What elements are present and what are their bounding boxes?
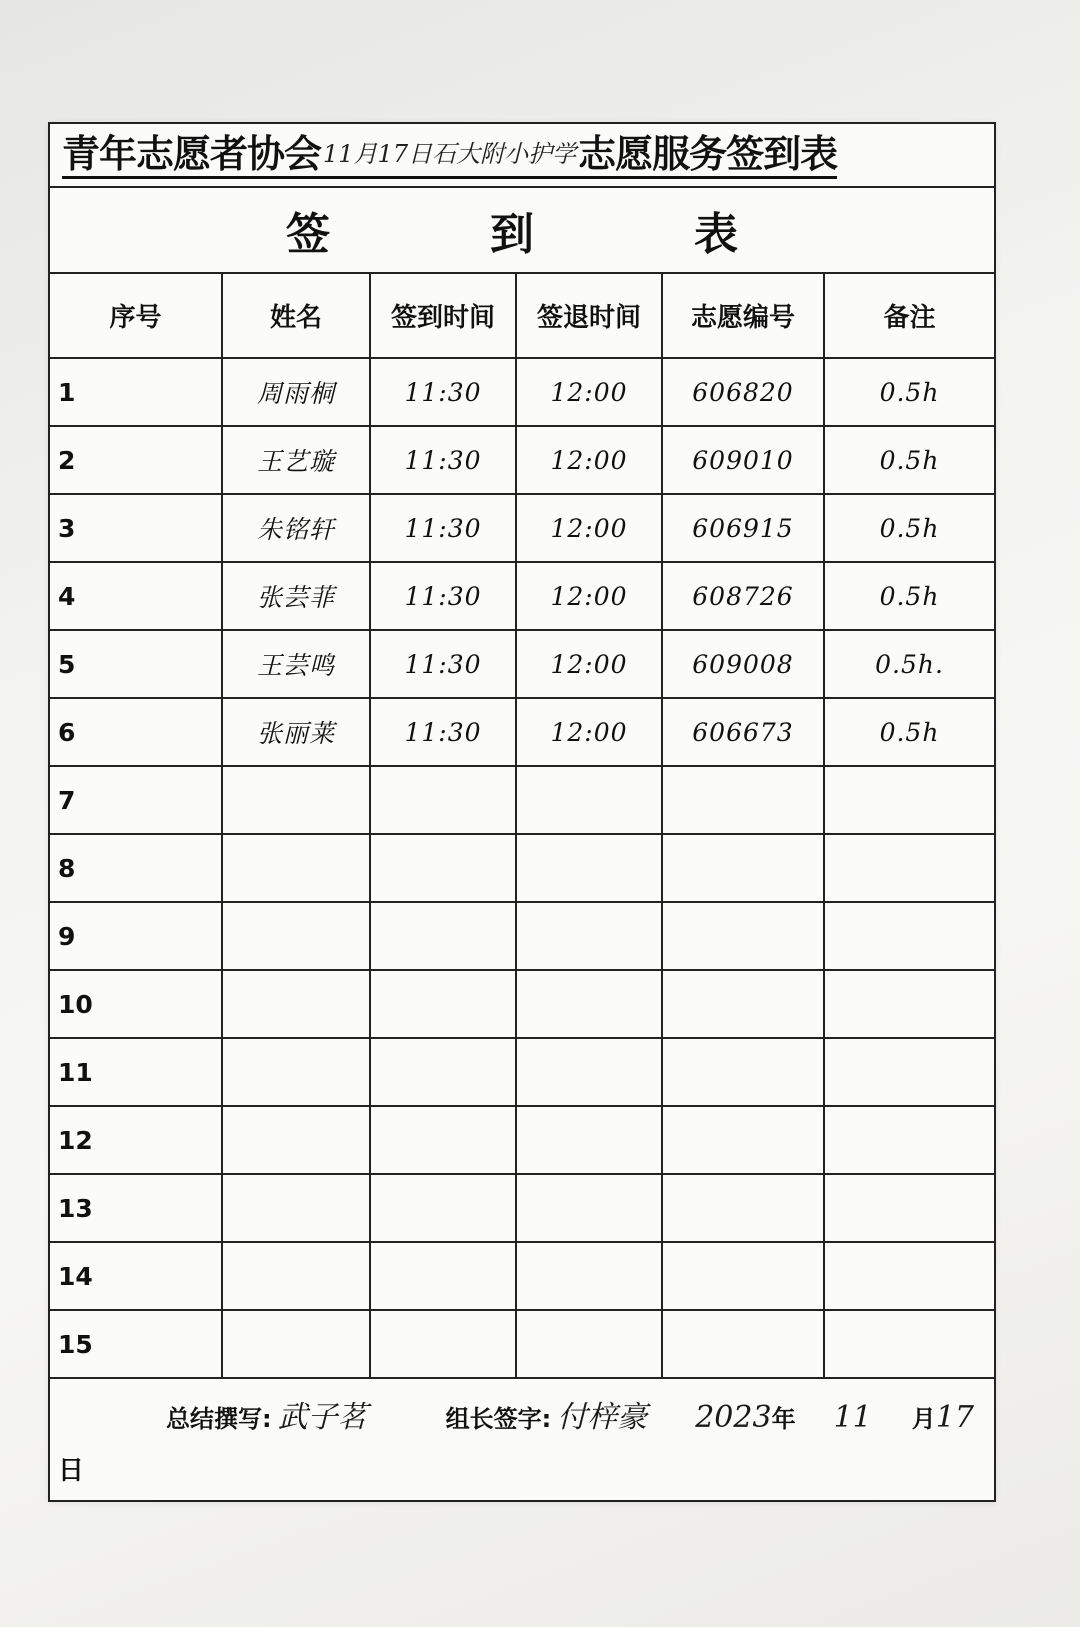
table-row — [50, 630, 994, 698]
date-year-unit: 年 — [771, 1405, 796, 1433]
sign-in-table — [50, 274, 994, 1379]
cell-sign-out-time: 12:00 — [516, 630, 662, 698]
cell-sign-out-time: 12:00 — [516, 698, 662, 766]
cell-row-number: 8 — [50, 834, 222, 902]
cell-volunteer-id — [662, 1310, 824, 1378]
cell-name — [222, 1038, 370, 1106]
summary-writer-name: 武子茗 — [277, 1400, 368, 1435]
cell-name — [222, 902, 370, 970]
cell-remarks — [824, 1106, 994, 1174]
cell-name: 张芸菲 — [222, 562, 370, 630]
cell-sign-out-time: 12:00 — [516, 358, 662, 426]
footer-signature-line — [166, 1392, 974, 1436]
date-day: 17 — [935, 1400, 974, 1435]
cell-remarks: 0.5h — [824, 494, 994, 562]
cell-row-number: 7 — [50, 766, 222, 834]
date-month: 11 — [833, 1400, 872, 1435]
cell-sign-in-time — [370, 834, 516, 902]
cell-sign-out-time — [516, 766, 662, 834]
cell-volunteer-id — [662, 834, 824, 902]
cell-name: 王艺璇 — [222, 426, 370, 494]
header-cell-sign-in-time: 签到时间 — [370, 274, 516, 358]
cell-volunteer-id — [662, 1038, 824, 1106]
cell-remarks: 0.5h — [824, 426, 994, 494]
cell-volunteer-id — [662, 1242, 824, 1310]
table-row — [50, 1174, 994, 1242]
cell-row-number: 15 — [50, 1310, 222, 1378]
title-org: 青年志愿者协会 — [62, 132, 321, 179]
cell-row-number: 13 — [50, 1174, 222, 1242]
cell-name — [222, 970, 370, 1038]
footer — [50, 1376, 994, 1500]
cell-sign-in-time — [370, 902, 516, 970]
cell-volunteer-id — [662, 902, 824, 970]
table-row — [50, 1242, 994, 1310]
subtitle-row — [50, 188, 994, 274]
cell-name: 张丽莱 — [222, 698, 370, 766]
cell-volunteer-id — [662, 766, 824, 834]
header-cell-no: 序号 — [50, 274, 222, 358]
table-row — [50, 1106, 994, 1174]
cell-row-number: 11 — [50, 1038, 222, 1106]
leader-signature-label: 组长签字: — [445, 1405, 552, 1433]
cell-remarks: 0.5h — [824, 358, 994, 426]
cell-remarks — [824, 970, 994, 1038]
cell-sign-out-time — [516, 970, 662, 1038]
cell-sign-out-time: 12:00 — [516, 562, 662, 630]
date-day-unit: 日 — [58, 1456, 85, 1486]
cell-row-number: 14 — [50, 1242, 222, 1310]
cell-volunteer-id — [662, 1174, 824, 1242]
title-row — [50, 124, 994, 188]
subtitle: 签到表 — [286, 209, 898, 260]
cell-sign-in-time — [370, 766, 516, 834]
cell-sign-out-time — [516, 1174, 662, 1242]
table-header-row — [50, 274, 994, 358]
cell-sign-in-time: 11:30 — [370, 698, 516, 766]
cell-volunteer-id: 606915 — [662, 494, 824, 562]
table-row — [50, 358, 994, 426]
cell-name: 周雨桐 — [222, 358, 370, 426]
cell-row-number: 6 — [50, 698, 222, 766]
cell-remarks — [824, 1174, 994, 1242]
cell-volunteer-id — [662, 970, 824, 1038]
cell-sign-in-time: 11:30 — [370, 426, 516, 494]
cell-sign-in-time — [370, 970, 516, 1038]
cell-row-number: 12 — [50, 1106, 222, 1174]
cell-sign-in-time: 11:30 — [370, 562, 516, 630]
summary-writer-label: 总结撰写: — [166, 1405, 272, 1433]
header-cell-name: 姓名 — [222, 274, 370, 358]
cell-sign-out-time: 12:00 — [516, 426, 662, 494]
table-row — [50, 494, 994, 562]
cell-sign-in-time — [370, 1038, 516, 1106]
cell-sign-out-time: 12:00 — [516, 494, 662, 562]
table-row — [50, 970, 994, 1038]
cell-row-number: 9 — [50, 902, 222, 970]
date-year: 2023 — [695, 1400, 772, 1435]
cell-name — [222, 1242, 370, 1310]
table-row — [50, 562, 994, 630]
cell-row-number: 10 — [50, 970, 222, 1038]
cell-row-number: 5 — [50, 630, 222, 698]
cell-remarks — [824, 834, 994, 902]
cell-sign-in-time: 11:30 — [370, 494, 516, 562]
cell-volunteer-id: 609008 — [662, 630, 824, 698]
cell-volunteer-id: 609010 — [662, 426, 824, 494]
cell-sign-out-time — [516, 1106, 662, 1174]
table-row — [50, 1038, 994, 1106]
cell-row-number: 1 — [50, 358, 222, 426]
cell-name — [222, 1106, 370, 1174]
cell-sign-out-time — [516, 1310, 662, 1378]
cell-sign-in-time — [370, 1174, 516, 1242]
cell-name — [222, 834, 370, 902]
cell-sign-in-time — [370, 1106, 516, 1174]
cell-sign-out-time — [516, 1242, 662, 1310]
cell-remarks — [824, 1242, 994, 1310]
cell-name — [222, 1310, 370, 1378]
cell-name — [222, 1174, 370, 1242]
table-row — [50, 902, 994, 970]
cell-row-number: 4 — [50, 562, 222, 630]
cell-sign-out-time — [516, 1038, 662, 1106]
cell-volunteer-id: 608726 — [662, 562, 824, 630]
cell-volunteer-id: 606820 — [662, 358, 824, 426]
table-row — [50, 766, 994, 834]
cell-volunteer-id: 606673 — [662, 698, 824, 766]
cell-name — [222, 766, 370, 834]
cell-remarks: 0.5h — [824, 698, 994, 766]
cell-volunteer-id — [662, 1106, 824, 1174]
cell-name: 朱铭轩 — [222, 494, 370, 562]
cell-remarks: 0.5h. — [824, 630, 994, 698]
header-cell-sign-out-time: 签退时间 — [516, 274, 662, 358]
cell-sign-in-time: 11:30 — [370, 358, 516, 426]
leader-signature-name: 付梓豪 — [557, 1400, 648, 1435]
cell-sign-in-time — [370, 1242, 516, 1310]
table-row — [50, 698, 994, 766]
cell-remarks — [824, 766, 994, 834]
header-cell-remarks: 备注 — [824, 274, 994, 358]
table-row — [50, 426, 994, 494]
table-row — [50, 834, 994, 902]
cell-sign-out-time — [516, 834, 662, 902]
date-month-unit: 月 — [911, 1405, 936, 1433]
cell-sign-in-time: 11:30 — [370, 630, 516, 698]
cell-remarks — [824, 902, 994, 970]
cell-row-number: 3 — [50, 494, 222, 562]
cell-remarks — [824, 1038, 994, 1106]
cell-sign-in-time — [370, 1310, 516, 1378]
cell-remarks — [824, 1310, 994, 1378]
cell-row-number: 2 — [50, 426, 222, 494]
cell-sign-out-time — [516, 902, 662, 970]
cell-name: 王芸鸣 — [222, 630, 370, 698]
header-cell-volunteer-id: 志愿编号 — [662, 274, 824, 358]
title-suffix: 志愿服务签到表 — [578, 132, 837, 179]
title-handwritten-event: 11月17日石大附小护学 — [321, 132, 578, 179]
table-row — [50, 1310, 994, 1378]
sign-in-sheet — [48, 122, 996, 1502]
cell-remarks: 0.5h — [824, 562, 994, 630]
